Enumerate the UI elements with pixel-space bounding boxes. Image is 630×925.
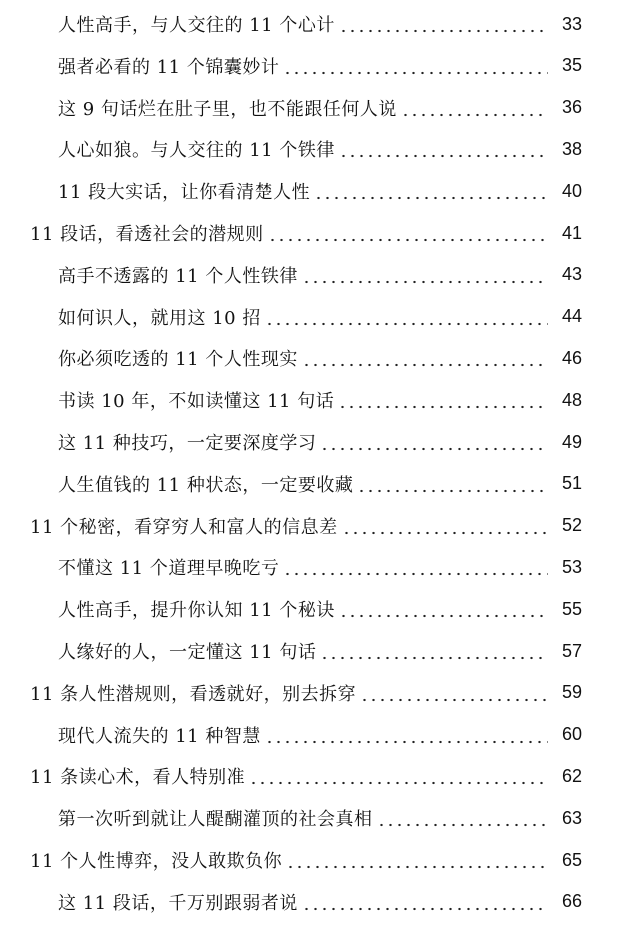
toc-entry[interactable]	[0, 762, 630, 790]
toc-entry-page-number: 40	[561, 180, 582, 201]
toc-entry[interactable]	[0, 888, 630, 916]
toc-entry[interactable]	[0, 637, 630, 665]
toc-entry-page-number: 38	[561, 138, 582, 159]
toc-entry[interactable]	[0, 721, 630, 749]
toc-entry-title: 人性高手，与人交往的 11 个心计	[58, 15, 335, 36]
toc-entry-title: 如何识人，就用这 10 招	[58, 307, 261, 329]
toc-entry-title: 人性高手，提升你认知 11 个秘诀	[58, 600, 335, 622]
toc-entry-title: 11 段大实话，让你看清楚人性	[58, 182, 311, 204]
toc-entry-title: 这 9 句话烂在肚子里，也不能跟任何人说	[58, 98, 397, 120]
toc-entry-page-number: 46	[561, 347, 582, 368]
toc-entry[interactable]	[0, 804, 630, 832]
toc-entry-page-number: 35	[561, 55, 582, 76]
toc-entry-title: 11 段话，看透社会的潜规则	[30, 224, 264, 245]
toc-entry[interactable]	[0, 428, 630, 456]
toc-entry-page-number: 52	[561, 515, 582, 536]
toc-entry-page-number: 55	[561, 598, 582, 619]
toc-entry-title: 高手不透露的 11 个人性铁律	[58, 265, 298, 287]
toc-entry-title: 不懂这 11 个道理早晚吃亏	[58, 558, 280, 580]
toc-entry[interactable]	[0, 219, 630, 247]
toc-entry-title: 11 个秘密，看穿穷人和富人的信息差	[30, 516, 338, 538]
dot-leader	[339, 140, 548, 158]
toc-entry[interactable]	[0, 846, 630, 874]
toc-entry-page-number: 51	[561, 473, 582, 494]
dot-leader	[314, 182, 548, 200]
dot-leader	[286, 851, 548, 869]
dot-leader	[360, 684, 548, 702]
dot-leader	[283, 57, 548, 75]
dot-leader	[302, 266, 548, 284]
toc-entry[interactable]	[0, 52, 630, 80]
toc-entry-page-number: 49	[561, 431, 582, 452]
toc-entry-page-number: 65	[561, 849, 582, 870]
toc-entry-page-number: 53	[561, 556, 582, 577]
toc-entry-page-number: 48	[561, 389, 582, 410]
toc-entry[interactable]	[0, 344, 630, 372]
toc-entry[interactable]	[0, 553, 630, 581]
toc-entry[interactable]	[0, 595, 630, 623]
dot-leader	[268, 224, 548, 242]
toc-entry[interactable]	[0, 261, 630, 289]
toc-entry[interactable]	[0, 10, 630, 38]
toc-entry-title: 人缘好的人，一定懂这 11 句话	[58, 642, 317, 663]
dot-leader	[357, 475, 548, 493]
toc-entry-page-number: 63	[561, 807, 582, 828]
dot-leader	[342, 517, 548, 535]
dot-leader	[320, 433, 548, 451]
dot-leader	[339, 600, 548, 618]
toc-entry[interactable]	[0, 303, 630, 331]
toc-entry-title: 这 11 种技巧，一定要深度学习	[58, 433, 317, 454]
toc-entry-page-number: 43	[561, 264, 582, 285]
toc-entry[interactable]	[0, 512, 630, 540]
toc-entry[interactable]	[0, 177, 630, 205]
toc-entry-page-number: 62	[561, 765, 582, 786]
toc-entry-page-number: 36	[561, 97, 582, 118]
toc-entry-page-number: 33	[561, 13, 582, 34]
dot-leader	[401, 99, 548, 117]
toc-entry-title: 人心如狼。与人交往的 11 个铁律	[58, 140, 335, 162]
toc-entry-title: 书读 10 年，不如读懂这 11 句话	[58, 391, 335, 413]
toc-entry-title: 这 11 段话，千万别跟弱者说	[58, 892, 298, 914]
toc-entry[interactable]	[0, 94, 630, 122]
dot-leader	[265, 726, 548, 744]
toc-entry-title: 11 条人性潜规则，看透就好，别去拆穿	[30, 683, 357, 705]
dot-leader	[302, 893, 548, 911]
toc-entry[interactable]	[0, 679, 630, 707]
dot-leader	[320, 642, 548, 660]
toc-entry-page-number: 60	[561, 724, 582, 745]
toc-entry-title: 你必须吃透的 11 个人性现实	[58, 349, 298, 371]
dot-leader	[339, 15, 548, 33]
toc-entry-title: 第一次听到就让人醍醐灌顶的社会真相	[58, 809, 373, 831]
dot-leader	[377, 809, 549, 827]
dot-leader	[283, 558, 548, 576]
toc-entry-page-number: 57	[561, 640, 582, 661]
toc-entry-page-number: 66	[561, 891, 582, 912]
toc-entry-title: 现代人流失的 11 种智慧	[58, 725, 261, 747]
toc-entry[interactable]	[0, 135, 630, 163]
toc-entry-title: 人生值钱的 11 种状态，一定要收藏	[58, 474, 354, 496]
toc-entry-page-number: 44	[561, 306, 582, 327]
toc-entry-page-number: 41	[561, 222, 582, 243]
toc-entry-page-number: 59	[561, 682, 582, 703]
toc-entry-title: 强者必看的 11 个锦囊妙计	[58, 56, 280, 78]
dot-leader	[302, 349, 548, 367]
toc-entry-title: 11 个人性博弈，没人敢欺负你	[30, 851, 283, 872]
toc-entry[interactable]	[0, 470, 630, 498]
toc-entry[interactable]	[0, 386, 630, 414]
dot-leader	[249, 767, 548, 785]
dot-leader	[338, 391, 548, 409]
toc-entry-title: 11 条读心术，看人特别准	[30, 767, 246, 789]
dot-leader	[265, 308, 548, 326]
